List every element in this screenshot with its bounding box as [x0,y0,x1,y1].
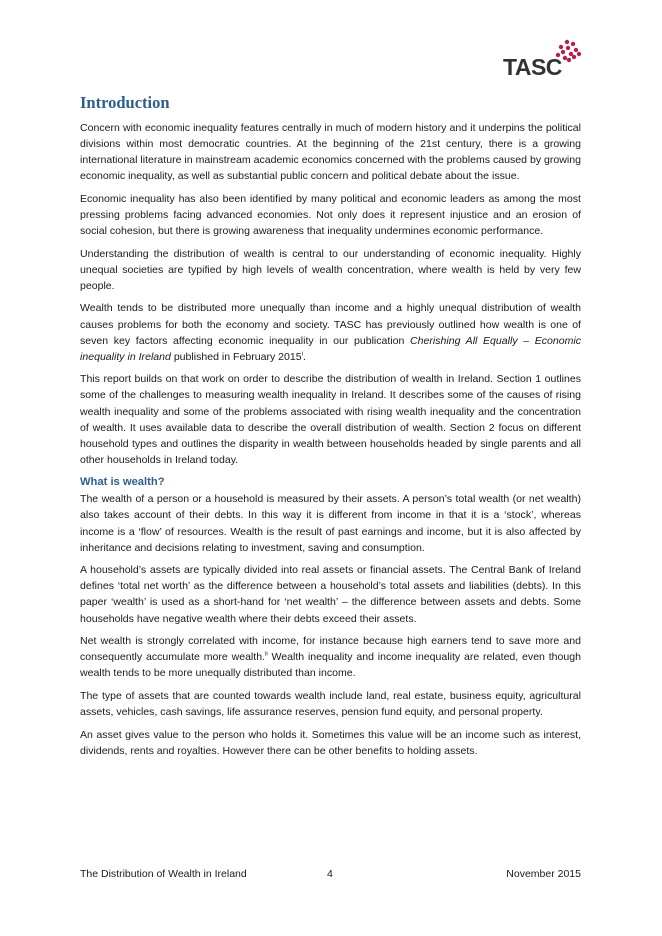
paragraph: Economic inequality has also been identified by many political and economic leaders as among the most pressing problems facing advanced economies. Not only does it represent injustice and an erosion of social cohesion, but there is growing awareness that inequality undermines economic performance. [80,192,581,238]
endnote-reference[interactable]: i [301,351,303,358]
paragraph: This report builds on that work on order to describe the distribution of wealth in Ireland. Section 1 outlines some of the challenges to measuring wealth inequality in Ireland. It describes some of the causes of rising wealth inequality and some of the problems associated with rising wealth inequality and the concentration of wealth. It uses available data to describe the overall distribution of wealth. Section 2 focus on different household types and outlines the disparity in wealth between households headed by single parents and all other households in Ireland today. [80,373,581,466]
tasc-logo [503,38,585,82]
tasc-logo-text: TASC [503,54,562,80]
paragraph-text: Wealth tends to be distributed more unequally than income and a highly unequal distribution of wealth causes problems for both the economy and society. TASC has previously outlined how wealth is one of seven key factors affecting economic inequality in our publication [80,302,581,347]
paragraph: An asset gives value to the person who holds it. Sometimes this value will be an income such as interest, dividends, rents and royalties. However there can be other benefits to holding assets. [80,728,581,757]
paragraph: Understanding the distribution of wealth is central to our understanding of economic inequality. Highly unequal societies are typified by high levels of wealth concentration, where wealth is held by very few people. [80,247,581,292]
publication-title: Cherishing All Equally – Economic inequality in Ireland [80,334,582,363]
endnote-reference[interactable]: ii [265,651,268,658]
paragraph-text: published in February 2015 [170,350,302,363]
paragraph [80,633,581,681]
page-number: 4 [327,868,333,880]
paragraph-text: Wealth inequality and income inequality are related, even though wealth tends to be more unequally distributed than income. [80,651,582,680]
footer-date: November 2015 [506,868,581,880]
section-heading-introduction: Introduction [80,93,170,112]
paragraph: Concern with economic inequality features centrally in much of modern history and it underpins the political divisions within most democratic countries. At the beginning of the 21st century, there is a growing international literature in mainstream academic economics concerned with the problems caused by growing economic inequality, as well as substantial public concern and political debate about the issue. [80,122,581,183]
main-content [80,88,581,765]
page-footer [80,866,581,882]
paragraph: The wealth of a person or a household is measured by their assets. A person’s total wealth (or net wealth) also takes account of their debts. In this way it is different from income in that it is a ‘stock’, whereas income is a ‘flow’ of resources. Wealth is the result of past earnings and income, but it is also affected by inheritance and decisions relating to investment, saving and consumption. [80,493,581,554]
paragraph: A household’s assets are typically divided into real assets or financial assets. The Central Bank of Ireland defines ‘total net worth’ as the difference between a household’s total assets and liabilities (debts). In this paper ‘wealth’ is used as a short-hand for ‘net wealth’ – the difference between assets and debts. Some households have negative wealth where their debts exceed their assets. [80,564,581,625]
paragraph [80,300,581,364]
footer-title: The Distribution of Wealth in Ireland [80,868,247,880]
paragraph: The type of assets that are counted towards wealth include land, real estate, business equity, agricultural assets, vehicles, cash savings, life assurance reserves, pension fund equity, and personal property. [80,689,581,718]
paragraph-text: Net wealth is strongly correlated with income, for instance because high earners tend to save more and consequently accumulate more wealth. [80,635,581,664]
subheading-what-is-wealth: What is wealth? [80,476,165,489]
paragraph-text: . [302,350,306,363]
